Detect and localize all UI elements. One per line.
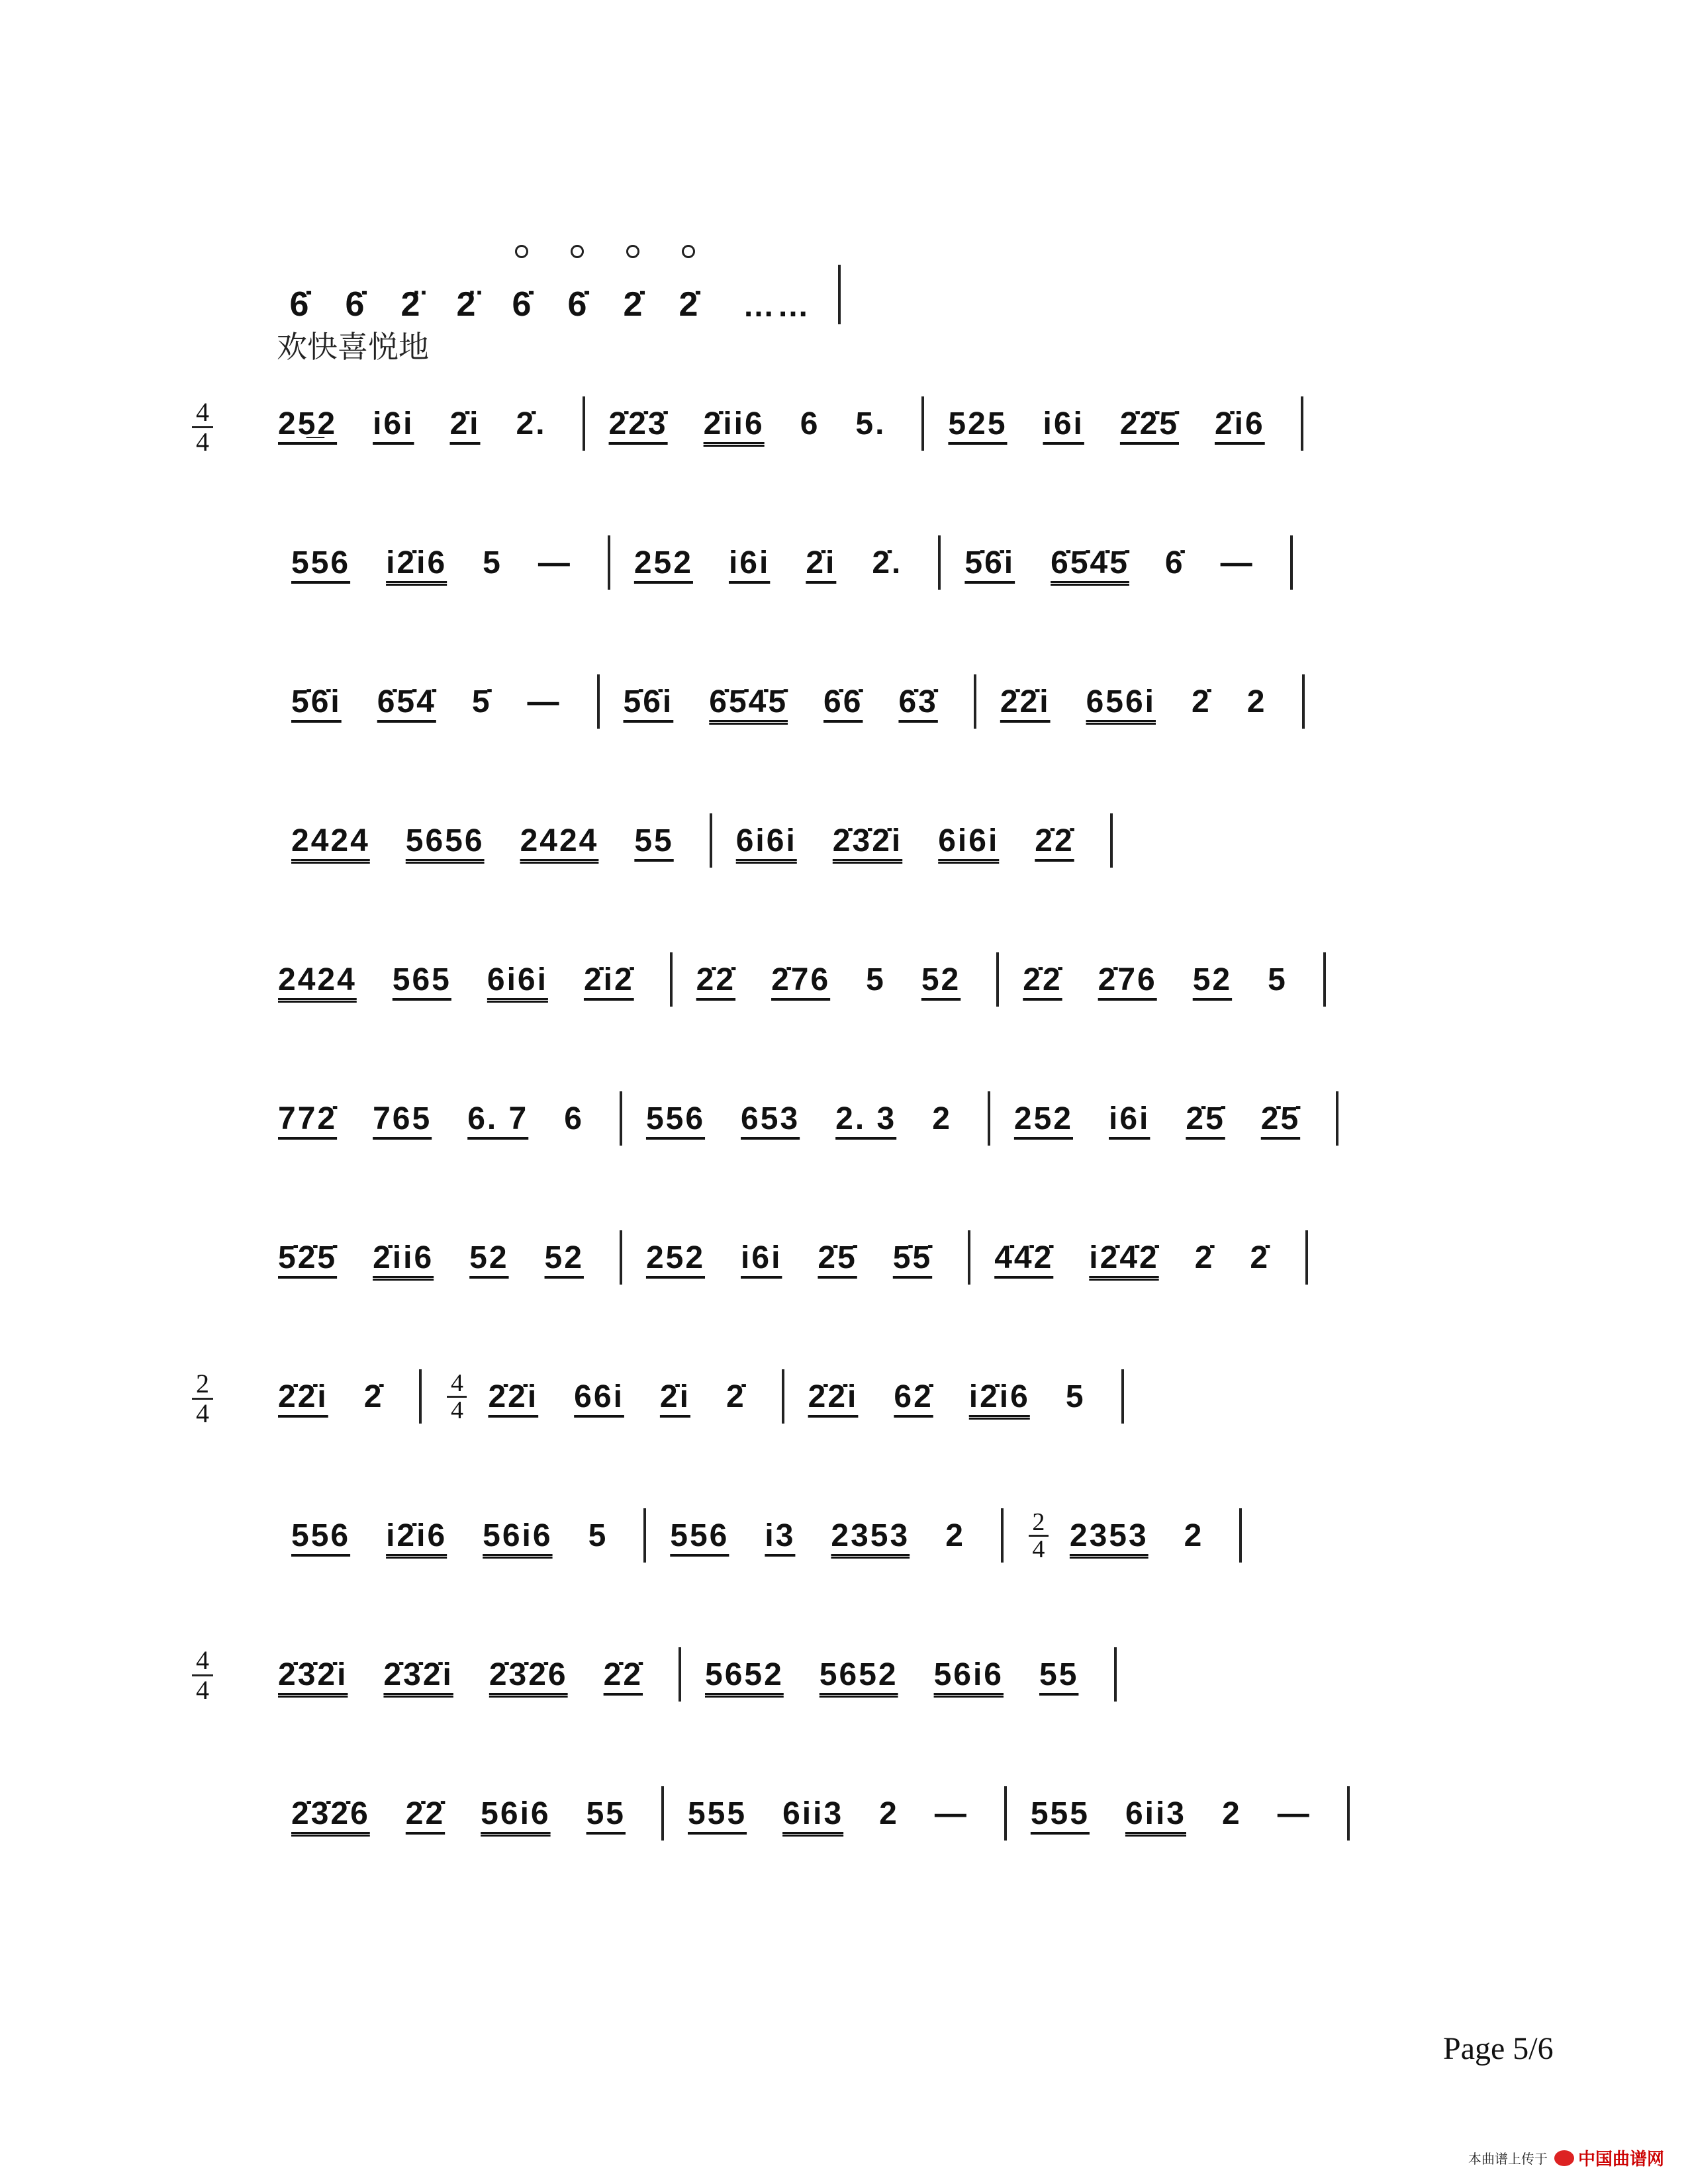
- note-group: 5̇2̇5̇: [278, 1240, 338, 1275]
- note-group: 5: [588, 1518, 608, 1553]
- time-signature-4-4: 4 4: [191, 1648, 214, 1703]
- note-group: 6̇3̇: [898, 684, 938, 719]
- note-group: 2̇2̇: [696, 962, 736, 997]
- site-logo-icon: [1554, 2150, 1574, 2166]
- notation-row: [291, 523, 1317, 602]
- note-group: 2: [1246, 684, 1267, 719]
- intro-note-harmonic: 6̇: [494, 285, 549, 324]
- barline: [1290, 535, 1293, 590]
- barline: [583, 396, 585, 451]
- barline: [1110, 813, 1113, 868]
- dash-sustain: —: [1220, 545, 1254, 580]
- note-group: 2̇.: [516, 406, 547, 441]
- barline: [620, 1091, 622, 1146]
- barline: [1301, 396, 1303, 451]
- note-group: 2̇i: [806, 545, 837, 580]
- note-group: 62̇: [894, 1379, 933, 1414]
- note-group: 2̇i6: [1214, 406, 1265, 441]
- note-group: 555: [1030, 1796, 1090, 1831]
- note-group: 2̇i: [449, 406, 481, 441]
- note-group: 55: [586, 1796, 626, 1831]
- note-group: 5: [1065, 1379, 1086, 1414]
- notation-row: [278, 1357, 1148, 1436]
- note-group: 2̇2̇: [603, 1657, 643, 1692]
- barline: [1323, 952, 1326, 1007]
- note-group: 252: [633, 545, 693, 580]
- note-group: 5̇: [471, 684, 492, 719]
- notation-row: [291, 1774, 1374, 1853]
- barline: [838, 265, 841, 324]
- note-group: 5: [1268, 962, 1288, 997]
- note-group: 2̇3̇2̇6: [291, 1796, 370, 1831]
- note-group: 2̇3̇2̇i: [832, 823, 903, 858]
- intro-note-harmonic: 2̇: [605, 285, 661, 324]
- note-group: 5656: [405, 823, 485, 858]
- note-group: 772̇: [278, 1101, 338, 1136]
- harmonic-circle-icon: [626, 245, 639, 258]
- note-group: 2̇: [726, 1379, 746, 1414]
- note-group: 5̇6̇i: [964, 545, 1015, 580]
- barline: [1336, 1091, 1338, 1146]
- note-group: 653: [741, 1101, 800, 1136]
- intro-note: 2̈: [456, 285, 476, 324]
- barline: [1001, 1508, 1004, 1563]
- note-group: 6̇5̇4̇: [377, 684, 436, 719]
- note-group: 2̇2̇: [405, 1796, 445, 1831]
- notation-row: [278, 1079, 1362, 1158]
- intro-line: [271, 232, 865, 324]
- harmonic-circle-icon: [571, 245, 584, 258]
- intro-trailing: ……: [743, 289, 812, 324]
- barline: [1347, 1786, 1350, 1841]
- note-group: i3: [765, 1518, 796, 1553]
- note-group: 565: [392, 962, 451, 997]
- note-group: i6i: [1043, 406, 1084, 441]
- note-group: 6̇: [1164, 545, 1185, 580]
- barline: [782, 1369, 784, 1424]
- barline: [1239, 1508, 1242, 1563]
- time-signature-2-4: 2 4: [1027, 1511, 1050, 1561]
- barline: [1121, 1369, 1124, 1424]
- note-group: 525: [948, 406, 1008, 441]
- note-group: i2̇i6: [386, 545, 447, 580]
- note-group: 55: [634, 823, 674, 858]
- note-group: 52: [921, 962, 961, 997]
- note-group: 2424: [278, 962, 357, 997]
- barline: [921, 396, 924, 451]
- barline: [597, 674, 600, 729]
- time-signature-4-4: 4 4: [191, 400, 214, 455]
- note-group: 2̇2̇3̇: [608, 406, 668, 441]
- intro-note: 6̇: [289, 285, 309, 324]
- note-group: 2̇: [1194, 1240, 1215, 1275]
- intro-note: 6̇: [345, 285, 365, 324]
- note-group: 5̇5̇: [892, 1240, 933, 1275]
- note-group: 2̇2̇5̇: [1119, 406, 1179, 441]
- barline: [670, 952, 673, 1007]
- note-group: 25̲2: [278, 406, 338, 441]
- note-group: 2̇5̇: [1186, 1101, 1225, 1136]
- note-group: 52: [469, 1240, 509, 1275]
- footer-credit: 本曲谱上传于 中国曲谱网: [1468, 2150, 1665, 2169]
- note-group: 6i6i: [487, 962, 548, 997]
- notation-row: [291, 801, 1137, 880]
- note-group: 2424: [291, 823, 370, 858]
- note-group: 2̇2̇i: [278, 1379, 328, 1414]
- notation-row: [278, 384, 1327, 463]
- note-group: i6i: [373, 406, 414, 441]
- note-group: 56i6: [483, 1518, 553, 1553]
- dash-sustain: —: [934, 1796, 968, 1831]
- note-group: 2̇: [363, 1379, 384, 1414]
- intro-note-harmonic: 6̇: [549, 285, 605, 324]
- notation-row: [291, 1496, 1266, 1575]
- barline: [988, 1091, 990, 1146]
- note-group: 56i6: [481, 1796, 551, 1831]
- harmonic-circle-icon: [682, 245, 695, 258]
- note-group: 6̇6̇: [823, 684, 863, 719]
- time-signature-2-4: 2 4: [191, 1371, 214, 1426]
- barline: [643, 1508, 646, 1563]
- note-group: 2̇2̇i: [488, 1379, 539, 1414]
- dash-sustain: —: [1277, 1796, 1311, 1831]
- note-group: 2̇ii6: [703, 406, 765, 441]
- note-group: 2353: [831, 1518, 910, 1553]
- note-group: 765: [373, 1101, 432, 1136]
- note-group: 2: [1222, 1796, 1242, 1831]
- notation-row: [278, 1218, 1332, 1297]
- barline: [661, 1786, 664, 1841]
- note-group: 2̇2̇i: [1000, 684, 1051, 719]
- note-group: 56i6: [933, 1657, 1004, 1692]
- note-group: 252: [645, 1240, 706, 1275]
- note-group: 2: [945, 1518, 965, 1553]
- harmonic-circle-icon: [515, 245, 528, 258]
- barline: [1114, 1647, 1117, 1702]
- note-group: 2̇2̇: [1023, 962, 1062, 997]
- note-group: 556: [291, 545, 351, 580]
- note-group: i6i: [1109, 1101, 1150, 1136]
- note-group: i2̇4̇2̇: [1089, 1240, 1159, 1275]
- note-group: 6̇5̇4̇5̇: [1051, 545, 1129, 580]
- note-group: 556: [670, 1518, 729, 1553]
- notation-row: [278, 940, 1350, 1019]
- barline: [996, 952, 999, 1007]
- barline: [710, 813, 712, 868]
- note-group: 6: [564, 1101, 584, 1136]
- note-group: 5̇6̇i: [623, 684, 674, 719]
- page-number: Page 5/6: [1443, 2031, 1554, 2066]
- note-group: 2̇5̇: [818, 1240, 857, 1275]
- note-group: 5: [483, 545, 502, 580]
- barline: [608, 535, 610, 590]
- note-group: 55: [1039, 1657, 1079, 1692]
- note-group: 52: [1192, 962, 1233, 997]
- note-group: 5652: [705, 1657, 784, 1692]
- note-group: 4̇4̇2̇: [994, 1240, 1054, 1275]
- note-group: 5.: [855, 406, 886, 441]
- notation-row: [278, 1635, 1141, 1714]
- time-signature-4-4: 4 4: [445, 1372, 468, 1422]
- barline: [974, 674, 976, 729]
- note-group: 2̇2̇i: [808, 1379, 859, 1414]
- notation-row: [291, 662, 1329, 741]
- note-group: 66i: [574, 1379, 624, 1414]
- barline: [1305, 1230, 1308, 1285]
- intro-note: 2̈: [400, 285, 420, 324]
- note-group: 2̇i: [659, 1379, 690, 1414]
- note-group: 2̇ii6: [373, 1240, 434, 1275]
- note-group: 6i6i: [735, 823, 797, 858]
- note-group: 52: [544, 1240, 584, 1275]
- note-group: 2353: [1069, 1518, 1149, 1553]
- intro-note-harmonic: 2̇: [661, 285, 716, 324]
- note-group: i6i: [741, 1240, 782, 1275]
- barline: [419, 1369, 422, 1424]
- note-group: 2: [1184, 1518, 1204, 1553]
- note-group: 2̇3̇2̇i: [278, 1657, 348, 1692]
- barline: [1004, 1786, 1007, 1841]
- note-group: 2̇3̇2̇6: [489, 1657, 568, 1692]
- dash-sustain: —: [538, 545, 572, 580]
- barline: [679, 1647, 681, 1702]
- note-group: 6ii3: [1125, 1796, 1186, 1831]
- note-group: 2424: [520, 823, 599, 858]
- note-group: 555: [687, 1796, 747, 1831]
- note-group: 556: [645, 1101, 706, 1136]
- note-group: 2̇i2̇: [583, 962, 634, 997]
- note-group: 5: [866, 962, 886, 997]
- expression-mark: 欢快喜悦地: [277, 329, 429, 365]
- note-group: i2̇i6: [386, 1518, 447, 1553]
- note-group: 2̇3̇2̇i: [383, 1657, 453, 1692]
- note-group: 2̇: [1191, 684, 1211, 719]
- note-group: 6. 7: [467, 1101, 529, 1136]
- dash-sustain: —: [527, 684, 561, 719]
- note-group: 252: [1013, 1101, 1073, 1136]
- note-group: 656i: [1086, 684, 1156, 719]
- note-group: 2̇: [1250, 1240, 1270, 1275]
- barline: [620, 1230, 622, 1285]
- note-group: 2̇76: [771, 962, 831, 997]
- barline: [1302, 674, 1305, 729]
- note-group: 2̇.: [872, 545, 903, 580]
- note-group: 6i6i: [938, 823, 1000, 858]
- note-group: i2̇i6: [968, 1379, 1030, 1414]
- note-group: 6: [800, 406, 820, 441]
- barline: [968, 1230, 970, 1285]
- note-group: 2: [879, 1796, 899, 1831]
- note-group: 2. 3: [835, 1101, 897, 1136]
- note-group: 2̇76: [1098, 962, 1157, 997]
- note-group: 5̇6̇i: [291, 684, 342, 719]
- note-group: 556: [291, 1518, 351, 1553]
- note-group: i6i: [728, 545, 771, 580]
- note-group: 6̇5̇4̇5̇: [709, 684, 788, 719]
- note-group: 2: [932, 1101, 952, 1136]
- note-group: 5652: [819, 1657, 898, 1692]
- barline: [938, 535, 941, 590]
- note-group: 2̇2̇: [1035, 823, 1074, 858]
- note-group: 6ii3: [782, 1796, 844, 1831]
- note-group: 2̇5̇: [1260, 1101, 1301, 1136]
